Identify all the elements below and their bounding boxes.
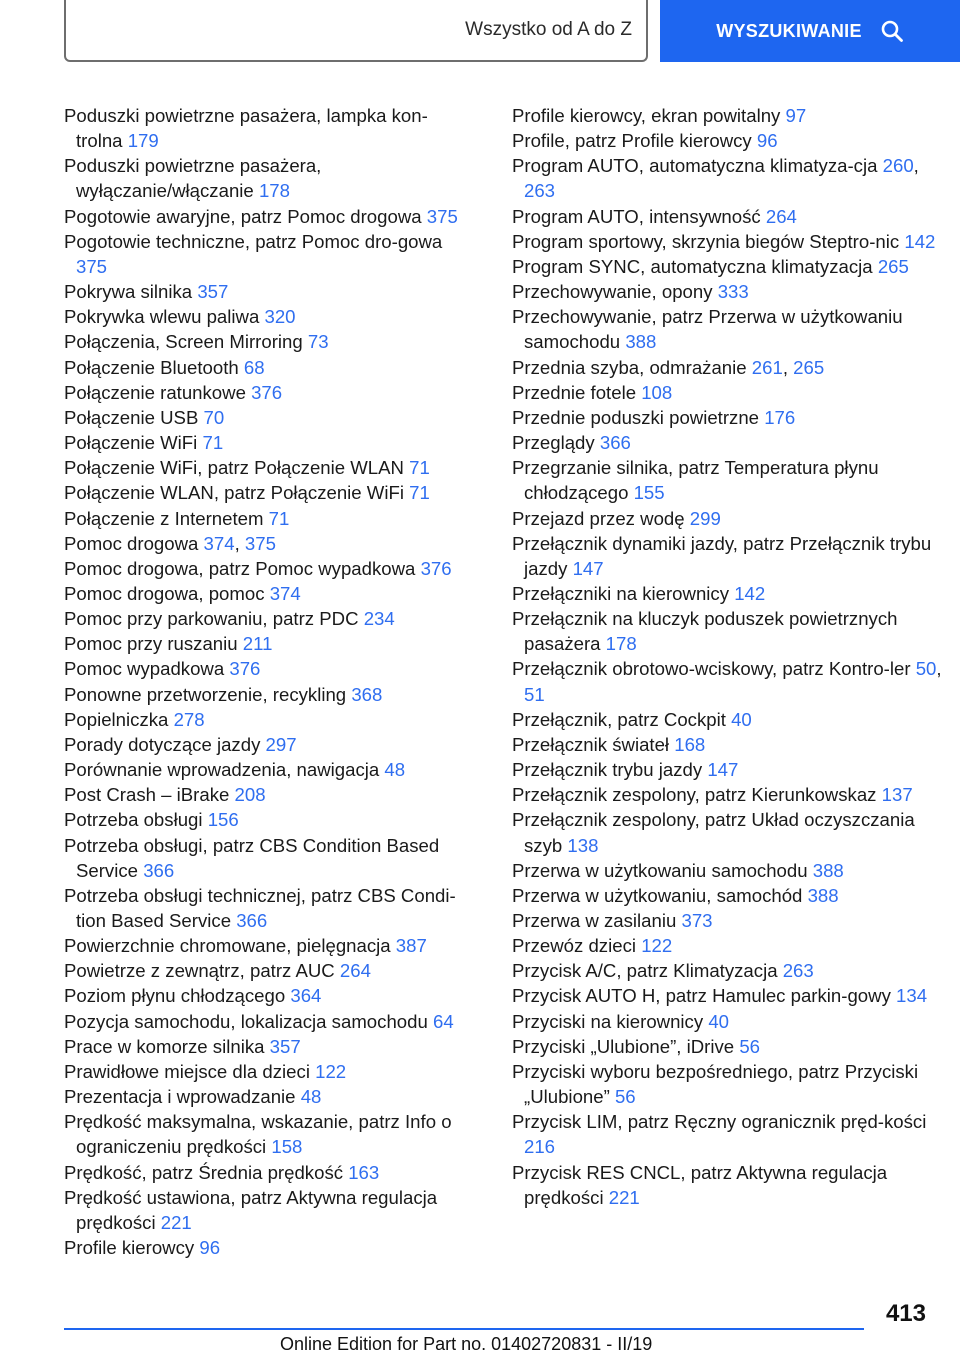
index-entry-text: Prędkość, patrz Średnia prędkość	[64, 1161, 344, 1183]
page-reference-link[interactable]: 299	[689, 507, 721, 529]
index-entry-text: Pozycja samochodu, lokalizacja samochodu	[64, 1010, 428, 1032]
page-reference-link[interactable]: 51	[524, 683, 545, 705]
index-entry	[512, 757, 942, 782]
page-reference-link[interactable]: 375	[244, 532, 276, 554]
page-reference-link[interactable]: 265	[877, 255, 909, 277]
index-entry-text: Program AUTO, automatyczna klimatyza-cja	[512, 155, 878, 177]
page-reference-link[interactable]: 56	[739, 1035, 760, 1057]
index-entry	[64, 656, 474, 681]
index-entry-text: Przyciski „Ulubione”, iDrive	[512, 1035, 735, 1057]
index-entry	[512, 506, 942, 531]
index-entry	[64, 103, 474, 153]
page-reference-link[interactable]: 71	[202, 432, 224, 454]
index-entry	[64, 707, 474, 732]
index-entry-text: Profile kierowcy	[64, 1237, 195, 1259]
index-entry-text: Przeglądy	[512, 432, 595, 454]
page-reference-link[interactable]: 122	[315, 1060, 347, 1082]
page-reference-link[interactable]: 373	[681, 910, 713, 931]
index-entry	[64, 883, 474, 933]
index-entry-text: Przełącznik dynamiki jazdy, patrz Przełącznik trybu jazdy	[512, 532, 932, 579]
index-entry-text: Program AUTO, intensywność	[512, 205, 761, 227]
index-entry-text: Przejazd przez wodę	[512, 507, 685, 529]
index-entry	[64, 682, 474, 707]
index-entry-text: Przerwa w zasilaniu	[512, 910, 677, 931]
index-entry	[64, 556, 474, 581]
index-entry-text: Połączenie USB	[64, 406, 199, 428]
page-reference-link[interactable]: 221	[160, 1211, 192, 1233]
search-button-label: WYSZUKIWANIE	[716, 20, 862, 41]
index-entry-text: Profile kierowcy, ekran powitalny	[512, 105, 781, 126]
index-entry	[512, 983, 942, 1008]
index-entry	[64, 405, 474, 430]
index-entry-text: Połączenie WLAN, patrz Połączenie WiFi	[64, 482, 404, 504]
page-reference-link[interactable]: 376	[420, 557, 452, 579]
index-entry-text: Przechowywanie, opony	[512, 281, 713, 303]
index-entry	[512, 103, 942, 128]
index-entry-text: Przyciski wyboru bezpośredniego, patrz Przyciski „Ulubione”	[512, 1060, 919, 1108]
index-entry	[512, 304, 942, 354]
index-entry-text: Przycisk AUTO H, patrz Hamulec parkin-gowy	[512, 985, 891, 1007]
footer-edition: Online Edition for Part no. 01402720831 - II/19	[280, 1334, 653, 1354]
index-entry-text: Przegrzanie silnika, patrz Temperatura płynu chłodzącego	[512, 457, 879, 504]
index-entry-text: Porady dotyczące jazdy	[64, 733, 261, 755]
index-entry-text: Prace w komorze silnika	[64, 1035, 265, 1057]
page-reference-link[interactable]: 176	[764, 406, 796, 428]
index-entry-text: Przełącznik zespolony, patrz Kierunkowskaz	[512, 784, 877, 806]
page-reference-link[interactable]: 64	[432, 1010, 454, 1032]
index-entry-text: Powierzchnie chromowane, pielęgnacja	[64, 935, 391, 957]
index-entry	[64, 204, 474, 229]
page-reference-link[interactable]: 108	[641, 381, 673, 403]
page-reference-link[interactable]: 368	[351, 683, 383, 705]
index-entry-text: Post Crash – iBrake	[64, 784, 230, 806]
index-entry-text: Pokrywa silnika	[64, 281, 193, 303]
index-entry	[64, 757, 474, 782]
page-reference-link[interactable]: 366	[599, 432, 631, 454]
page-reference-link[interactable]: 50	[915, 658, 937, 680]
index-entry-text: Przełącznik obrotowo-wciskowy, patrz Kontro-ler	[512, 658, 911, 680]
index-entry-text: Przechowywanie, patrz Przerwa w użytkowaniu samochodu	[512, 306, 903, 353]
index-entry-text: Program sportowy, skrzynia biegów Steptro-nic	[512, 230, 900, 252]
index-entry	[64, 933, 474, 958]
page-reference-link[interactable]: 71	[409, 482, 430, 504]
index-entry	[64, 153, 474, 203]
page-reference-link[interactable]: 364	[290, 985, 322, 1007]
index-entry	[512, 128, 942, 153]
index-entry	[64, 606, 474, 631]
index-entry-text: Pogotowie awaryjne, patrz Pomoc drogowa	[64, 205, 422, 227]
page-reference-link[interactable]: 388	[812, 859, 844, 881]
page-reference-link[interactable]: 134	[896, 985, 928, 1007]
index-entry	[512, 732, 942, 757]
page-reference-link[interactable]: 122	[641, 935, 673, 957]
page-reference-link[interactable]: 261	[751, 356, 783, 378]
index-entry	[64, 1009, 474, 1034]
page-reference-link[interactable]: 156	[207, 809, 239, 831]
page-reference-link[interactable]: 366	[143, 859, 175, 881]
index-entry	[512, 455, 942, 505]
index-entry	[64, 807, 474, 832]
page-reference-link[interactable]: 234	[363, 608, 395, 630]
index-entry	[64, 329, 474, 354]
page-reference-link[interactable]: 97	[785, 105, 807, 126]
index-entry	[512, 405, 942, 430]
index-entry	[512, 1034, 942, 1059]
page-reference-link[interactable]: 375	[76, 255, 108, 277]
page-reference-link[interactable]: 278	[173, 708, 205, 730]
index-entry-text: Porównanie wprowadzenia, nawigacja	[64, 759, 380, 781]
index-entry-text: Przycisk RES CNCL, patrz Aktywna regulacja prędkości	[512, 1161, 888, 1208]
page-reference-link[interactable]: 138	[567, 834, 599, 856]
index-entry: Pomoc drogowa 374, 375	[64, 532, 276, 554]
index-entry	[512, 883, 942, 908]
page-reference-link[interactable]: 68	[243, 356, 265, 378]
page-reference-link[interactable]: 264	[765, 205, 797, 227]
search-button[interactable]	[660, 0, 960, 62]
index-entry-text: Prędkość maksymalna, wskazanie, patrz Info o ograniczeniu prędkości	[64, 1111, 452, 1158]
page-reference-link[interactable]: 374	[203, 532, 235, 554]
index-entry	[512, 782, 942, 807]
index-entry-text: Przewóz dzieci	[512, 935, 637, 957]
index-entry-text: Pomoc drogowa, pomoc	[64, 582, 265, 604]
tab-all-a-to-z-label: Wszystko od A do Z	[465, 19, 632, 40]
page-reference-link[interactable]: 147	[707, 759, 739, 781]
page-reference-link[interactable]: 374	[269, 582, 301, 604]
index-entry	[64, 1034, 474, 1059]
index-entry-text: Poduszki powietrzne pasażera, wyłączanie/włączanie	[64, 155, 322, 202]
search-icon	[880, 19, 904, 43]
index-entry	[64, 1185, 474, 1235]
index-entry-text: Przełącznik zespolony, patrz Układ oczyszczania szyb	[512, 809, 915, 856]
page-reference-link[interactable]: 96	[199, 1237, 221, 1259]
page-reference-link[interactable]: 208	[234, 784, 266, 806]
page-reference-link[interactable]: 375	[426, 205, 458, 227]
footer-divider	[64, 1328, 864, 1330]
index-entry-text: Przednia szyba, odmrażanie	[512, 356, 747, 378]
index-entry	[512, 279, 942, 304]
index-entry: Program AUTO, automatyczna klimatyza-cja 260, 263	[512, 155, 919, 202]
index-entry	[512, 606, 942, 656]
page-reference-link[interactable]: 388	[625, 331, 657, 353]
page-reference-link[interactable]: 178	[258, 180, 290, 202]
page-reference-link[interactable]: 163	[348, 1161, 380, 1183]
page-reference-link[interactable]: 70	[203, 406, 225, 428]
page-reference-link[interactable]: 71	[268, 507, 290, 529]
tab-all-a-to-z[interactable]	[64, 0, 648, 62]
index-entry-text: Pokrywka wlewu paliwa	[64, 306, 260, 328]
index-entry-text: Przerwa w użytkowaniu samochodu	[512, 859, 808, 881]
index-entry	[64, 455, 474, 480]
index-entry	[64, 480, 474, 505]
index-entry	[64, 1084, 474, 1109]
index-entry-text: Ponowne przetworzenie, recykling	[64, 683, 347, 705]
index-column-right	[512, 103, 942, 1210]
page-reference-link[interactable]: 142	[734, 582, 766, 604]
index-entry-text: Przednie poduszki powietrzne	[512, 406, 760, 428]
index-entry-text: Połączenie z Internetem	[64, 507, 264, 529]
index-entry	[512, 531, 942, 581]
index-entry	[512, 204, 942, 229]
index-entry	[512, 908, 942, 933]
page-reference-link[interactable]: 263	[524, 180, 556, 202]
index-entry	[512, 430, 942, 455]
index-entry	[512, 1059, 942, 1109]
page-reference-link[interactable]: 73	[307, 331, 329, 353]
page-reference-link[interactable]: 142	[904, 230, 936, 252]
index-entry-text: Połączenie ratunkowe	[64, 381, 246, 403]
index-entry-text: Poduszki powietrzne pasażera, lampka kon-trolna	[64, 105, 428, 152]
index-entry	[64, 304, 474, 329]
page-reference-link[interactable]: 388	[807, 884, 839, 906]
index-entry	[64, 380, 474, 405]
index-entry-text: Przerwa w użytkowaniu, samochód	[512, 884, 803, 906]
index-entry-text: Potrzeba obsługi	[64, 809, 203, 831]
index-entry	[512, 807, 942, 857]
index-entry-text: Przełącznik, patrz Cockpit	[512, 708, 726, 730]
index-entry-text: Połączenia, Screen Mirroring	[64, 331, 303, 353]
index-entry-text: Potrzeba obsługi technicznej, patrz CBS Condi-tion Based Service	[64, 884, 456, 931]
index-entry-text: Pomoc przy ruszaniu	[64, 633, 238, 655]
index-entry-text: Poziom płynu chłodzącego	[64, 985, 286, 1007]
index-column-left	[64, 103, 474, 1260]
index-entry-text: Przełączniki na kierownicy	[512, 582, 730, 604]
page-number: 413	[885, 1300, 926, 1327]
page-reference-link[interactable]: 264	[339, 960, 371, 982]
page-reference-link[interactable]: 40	[731, 708, 752, 730]
index-entry	[512, 229, 942, 254]
index-entry	[64, 279, 474, 304]
page-reference-link[interactable]: 333	[717, 281, 749, 303]
page-reference-link[interactable]: 320	[264, 306, 296, 328]
index-entry	[512, 1160, 942, 1210]
index-entry-text: Przycisk LIM, patrz Ręczny ogranicznik pręd-kości	[512, 1111, 927, 1133]
index-entry-text: Pomoc przy parkowaniu, patrz PDC	[64, 608, 359, 630]
page-reference-link[interactable]: 40	[708, 1010, 730, 1032]
index-entry-text: Prawidłowe miejsce dla dzieci	[64, 1060, 310, 1082]
page-reference-link[interactable]: 216	[524, 1136, 556, 1158]
page-reference-link[interactable]: 147	[572, 557, 604, 579]
index-entry	[64, 958, 474, 983]
page-reference-link[interactable]: 179	[127, 130, 159, 152]
index-entry	[512, 1109, 942, 1159]
index-entry-text: Prędkość ustawiona, patrz Aktywna regulacja prędkości	[64, 1186, 438, 1233]
page-reference-link[interactable]: 357	[197, 281, 229, 303]
index-entry-text: Program SYNC, automatyczna klimatyzacja	[512, 255, 873, 277]
index-entry-text: Przełącznik na kluczyk poduszek powietrznych pasażera	[512, 608, 898, 655]
index-entry-text: Pomoc drogowa	[64, 532, 199, 554]
page-reference-link[interactable]: 48	[384, 759, 406, 781]
index-entry	[512, 254, 942, 279]
index-entry	[64, 1109, 474, 1159]
page-reference-link[interactable]: 137	[881, 784, 913, 806]
index-entry: Przednia szyba, odmrażanie 261, 265	[512, 356, 825, 378]
index-entry	[64, 631, 474, 656]
index-entry	[64, 430, 474, 455]
page-reference-link[interactable]: 260	[882, 155, 914, 177]
index-entry	[512, 958, 942, 983]
index-entry-text: Potrzeba obsługi, patrz CBS Condition Based Service	[64, 834, 440, 881]
index-entry-text: Pogotowie techniczne, patrz Pomoc dro-gowa	[64, 230, 443, 252]
index-entry	[64, 229, 474, 279]
index-entry	[64, 983, 474, 1008]
page-reference-link[interactable]: 263	[782, 960, 814, 982]
index-entry	[64, 833, 474, 883]
page-reference-link[interactable]: 71	[409, 457, 430, 479]
page-reference-link[interactable]: 158	[271, 1136, 303, 1158]
page-reference-link[interactable]: 357	[269, 1035, 301, 1057]
index-entry: Przełącznik obrotowo-wciskowy, patrz Kontro-ler 50, 51	[512, 658, 942, 705]
page-reference-link[interactable]: 376	[251, 381, 283, 403]
page-reference-link[interactable]: 297	[265, 733, 297, 755]
index-entry-text: Połączenie WiFi, patrz Połączenie WLAN	[64, 457, 404, 479]
index-entry-text: Połączenie Bluetooth	[64, 356, 239, 378]
page-reference-link[interactable]: 387	[395, 935, 427, 957]
index-entry-text: Przełącznik trybu jazdy	[512, 759, 703, 781]
index-entry	[512, 380, 942, 405]
index-entry-text: Przednie fotele	[512, 381, 637, 403]
index-entry	[512, 858, 942, 883]
index-entry	[512, 707, 942, 732]
index-entry	[64, 506, 474, 531]
page-reference-link[interactable]: 265	[793, 356, 825, 378]
page-reference-link[interactable]: 221	[608, 1186, 640, 1208]
page-reference-link[interactable]: 178	[605, 633, 637, 655]
index-entry-text: Pomoc drogowa, patrz Pomoc wypadkowa	[64, 557, 416, 579]
index-entry-text: Profile, patrz Profile kierowcy	[512, 130, 752, 152]
index-entry	[512, 1009, 942, 1034]
index-entry	[64, 1059, 474, 1084]
page-reference-link[interactable]: 96	[756, 130, 778, 152]
page-reference-link[interactable]: 56	[614, 1086, 636, 1108]
page-reference-link[interactable]: 376	[229, 658, 261, 680]
page-reference-link[interactable]: 155	[633, 482, 665, 504]
index-entry-text: Połączenie WiFi	[64, 432, 198, 454]
index-entry	[64, 782, 474, 807]
index-entry-text: Przycisk A/C, patrz Klimatyzacja	[512, 960, 778, 982]
page-reference-link[interactable]: 48	[300, 1086, 322, 1108]
page-reference-link[interactable]: 366	[236, 910, 268, 931]
index-entry	[512, 581, 942, 606]
index-entry-text: Pomoc wypadkowa	[64, 658, 225, 680]
index-entry	[64, 1235, 474, 1260]
index-entry	[64, 1160, 474, 1185]
index-entry-text: Popielniczka	[64, 708, 169, 730]
page-reference-link[interactable]: 211	[242, 633, 273, 655]
index-entry	[512, 933, 942, 958]
index-entry	[64, 355, 474, 380]
index-entry	[64, 732, 474, 757]
index-entry-text: Prezentacja i wprowadzanie	[64, 1086, 296, 1108]
index-entry-text: Przyciski na kierownicy	[512, 1010, 704, 1032]
index-entry	[64, 581, 474, 606]
index-entry-text: Powietrze z zewnątrz, patrz AUC	[64, 960, 335, 982]
page-reference-link[interactable]: 168	[674, 733, 706, 755]
index-entry-text: Przełącznik świateł	[512, 733, 670, 755]
